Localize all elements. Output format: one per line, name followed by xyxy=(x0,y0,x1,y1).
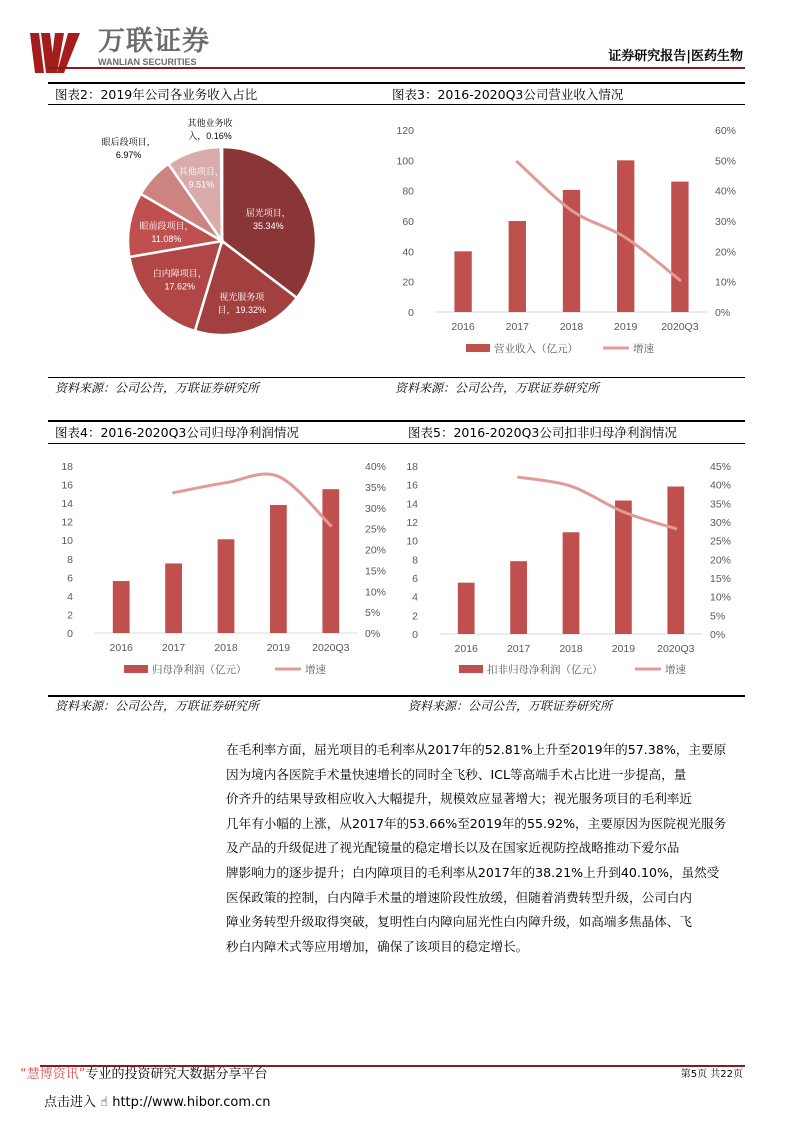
y-tick-label: 10 xyxy=(61,535,73,548)
x-tick-label: 2018 xyxy=(559,321,584,333)
hand-pointer-icon: ☝ xyxy=(100,1095,109,1110)
y-tick-label: 60 xyxy=(402,216,414,228)
body-line: 在毛利率方面，屈光项目的毛利率从2017年的52.81%上升至2019年的57.38%，主要原 xyxy=(226,742,727,757)
x-tick-label: 2020Q3 xyxy=(661,321,699,333)
y2-tick-label: 20% xyxy=(365,544,387,557)
bar xyxy=(113,581,130,633)
fig2-source: 资料来源：公司公告，万联证券研究所 xyxy=(55,381,260,395)
y2-tick-label: 50% xyxy=(715,155,737,168)
y-tick-label: 8 xyxy=(412,554,418,567)
pie-label: 其他项目， xyxy=(178,166,224,177)
y2-tick-label: 30% xyxy=(365,502,387,515)
x-tick-label: 2019 xyxy=(614,321,638,333)
y2-tick-label: 40% xyxy=(710,479,732,492)
y-tick-label: 0 xyxy=(408,307,414,319)
pie-value-label: 11.08% xyxy=(151,234,182,245)
y-tick-label: 4 xyxy=(412,591,418,604)
fig-row1-top-rule xyxy=(48,82,745,84)
y-tick-label: 20 xyxy=(402,276,414,289)
footer-brand: “慧博资讯” xyxy=(20,1067,86,1082)
legend-bar-label: 归母净利润（亿元） xyxy=(152,664,247,676)
y2-tick-label: 45% xyxy=(710,461,732,473)
y2-tick-label: 0% xyxy=(710,629,726,641)
fig-row2-title-rule xyxy=(48,443,745,444)
bar xyxy=(510,561,527,634)
bar xyxy=(615,501,632,634)
y-tick-label: 4 xyxy=(67,590,73,603)
pie-label: 视光服务项 xyxy=(219,291,265,302)
y-tick-label: 18 xyxy=(406,461,418,473)
pie-value-label: 入，0.16% xyxy=(188,131,232,141)
bar xyxy=(667,487,684,634)
y-tick-label: 18 xyxy=(61,461,73,473)
y2-tick-label: 35% xyxy=(710,498,732,511)
y2-tick-label: 30% xyxy=(715,216,737,228)
y2-tick-label: 15% xyxy=(710,573,732,585)
fig-row2-bottom-rule xyxy=(48,695,745,697)
legend-bar-label: 扣非归母净利润（亿元） xyxy=(487,664,603,676)
legend-bar-label: 营业收入（亿元） xyxy=(494,343,578,355)
legend-bar-swatch xyxy=(459,665,483,673)
pie-value-label: 17.62% xyxy=(164,281,196,292)
y-tick-label: 120 xyxy=(396,125,414,137)
bar xyxy=(218,539,235,633)
legend-bar-swatch xyxy=(124,665,148,673)
bar xyxy=(165,563,182,633)
body-line: 因为境内各医院手术量快速增长的同时全飞秒、ICL等高端手术占比进一步提高，量 xyxy=(226,766,687,782)
footer-url-link[interactable]: http://www.hibor.com.cn xyxy=(112,1095,271,1110)
x-tick-label: 2018 xyxy=(559,643,583,655)
x-tick-label: 2017 xyxy=(505,321,529,333)
y2-tick-label: 40% xyxy=(365,461,387,473)
body-line: 秒白内障术式等应用增加，确保了该项目的稳定增长。 xyxy=(226,938,529,954)
fig-row1-bottom-rule xyxy=(48,377,745,378)
y2-tick-label: 20% xyxy=(710,554,732,567)
body-line: 障业务转型升级取得突破，复明性白内障向屈光性白内障升级，如高端多焦晶体、飞 xyxy=(226,914,692,930)
fig4-source: 资料来源：公司公告，万联证券研究所 xyxy=(55,699,260,713)
y-tick-label: 40 xyxy=(402,246,414,259)
x-tick-label: 2020Q3 xyxy=(312,642,350,654)
y-tick-label: 12 xyxy=(61,516,73,529)
footer-click-label: 点击进入 xyxy=(44,1095,97,1110)
body-line: 医保政策的控制，白内障手术量的增速阶段性放缓，但随着消费转型升级，公司白内 xyxy=(226,889,692,905)
x-tick-label: 2016 xyxy=(109,642,133,654)
pie-label: 白内障项目， xyxy=(152,268,207,279)
y-tick-label: 16 xyxy=(61,479,73,492)
footer-link-row[interactable] xyxy=(44,1095,271,1111)
bar xyxy=(458,583,475,634)
legend-line-label: 增速 xyxy=(665,664,686,676)
bar xyxy=(563,190,580,312)
y-tick-label: 6 xyxy=(67,572,73,585)
x-tick-label: 2018 xyxy=(214,642,238,654)
y-tick-label: 10 xyxy=(406,535,418,548)
bar xyxy=(671,182,688,312)
y-tick-label: 14 xyxy=(406,498,418,511)
growth-line xyxy=(519,477,676,529)
footer-slogan: 专业的投资研究大数据分享平台 xyxy=(85,1067,268,1082)
fig5-title: 图表5：2016-2020Q3公司扣非归母净利润情况 xyxy=(408,425,677,440)
pie-label: 屈光项目， xyxy=(245,208,291,219)
y-tick-label: 0 xyxy=(412,629,418,641)
fig5-combo-chart xyxy=(395,450,745,690)
header-divider xyxy=(48,67,745,69)
y2-tick-label: 10% xyxy=(715,276,737,289)
y2-tick-label: 0% xyxy=(715,307,731,319)
x-tick-label: 2020Q3 xyxy=(657,643,695,655)
logo-chinese-name: 万联证券 xyxy=(98,26,210,57)
fig-row2-top-rule xyxy=(48,420,745,422)
footer-platform xyxy=(20,1067,268,1083)
pie-value-label: 35.34% xyxy=(253,221,284,232)
y-tick-label: 16 xyxy=(406,479,418,492)
y-tick-label: 6 xyxy=(412,573,418,585)
y-tick-label: 0 xyxy=(67,628,73,640)
y2-tick-label: 15% xyxy=(365,565,387,578)
y2-tick-label: 20% xyxy=(715,246,737,259)
y-tick-label: 80 xyxy=(402,185,414,198)
y2-tick-label: 40% xyxy=(715,185,737,198)
growth-line xyxy=(174,474,331,526)
legend-line-label: 增速 xyxy=(633,343,654,355)
bar xyxy=(509,221,526,312)
pie-value-label: 6.97% xyxy=(115,150,142,161)
x-tick-label: 2016 xyxy=(451,321,475,333)
body-line: 牌影响力的逐步提升；白内障项目的毛利率从2017年的38.21%上升到40.10%，虽然受 xyxy=(226,864,720,880)
fig4-combo-chart xyxy=(50,450,395,690)
bar xyxy=(270,505,287,633)
growth-line xyxy=(517,162,680,280)
body-paragraph xyxy=(226,738,746,959)
bar xyxy=(454,251,471,312)
fig4-title: 图表4：2016-2020Q3公司归母净利润情况 xyxy=(55,425,299,440)
fig5-source: 资料来源：公司公告，万联证券研究所 xyxy=(408,699,613,713)
y2-tick-label: 10% xyxy=(710,591,732,604)
x-tick-label: 2017 xyxy=(161,642,186,654)
fig-row1-title-rule xyxy=(48,104,745,105)
bar xyxy=(563,532,580,634)
bar xyxy=(322,489,339,633)
y2-tick-label: 25% xyxy=(365,523,387,536)
y-tick-label: 2 xyxy=(412,610,418,623)
fig3-combo-chart xyxy=(380,110,750,365)
y-tick-label: 12 xyxy=(406,517,418,529)
y2-tick-label: 5% xyxy=(710,610,726,623)
x-tick-label: 2019 xyxy=(611,643,636,655)
y-tick-label: 2 xyxy=(67,609,73,622)
body-line: 及产品的升级促进了视光配镜量的稳定增长以及在国家近视防控战略推动下爱尔品 xyxy=(226,840,680,856)
y2-tick-label: 0% xyxy=(365,628,381,640)
y2-tick-label: 10% xyxy=(365,586,387,599)
fig3-title: 图表3：2016-2020Q3公司营业收入情况 xyxy=(392,87,624,102)
pie-value-label: 目，19.32% xyxy=(217,304,267,315)
legend-line-label: 增速 xyxy=(305,664,326,676)
x-tick-label: 2016 xyxy=(454,643,478,655)
report-category: 证券研究报告|医药生物 xyxy=(608,49,743,64)
y2-tick-label: 5% xyxy=(365,607,381,620)
logo-english-name: WANLIAN SECURITIES xyxy=(98,57,197,67)
fig2-pie-chart xyxy=(50,110,350,350)
pie-label: 眼前段项目， xyxy=(139,221,194,232)
y2-tick-label: 60% xyxy=(715,125,737,137)
y2-tick-label: 25% xyxy=(710,535,732,548)
pie-value-label: 9.51% xyxy=(188,179,215,190)
fig2-title: 图表2：2019年公司各业务收入占比 xyxy=(55,87,258,102)
pie-label: 眼后段项目， xyxy=(101,137,156,148)
y-tick-label: 14 xyxy=(61,498,73,511)
page-number: 第5页 共22页 xyxy=(680,1069,743,1080)
pie-label: 其他业务收 xyxy=(187,118,233,128)
pie-slice xyxy=(221,147,222,241)
y-tick-label: 8 xyxy=(67,553,73,566)
x-tick-label: 2017 xyxy=(506,643,531,655)
legend-bar-swatch xyxy=(466,344,490,352)
x-tick-label: 2019 xyxy=(266,642,291,654)
body-line: 几年有小幅的上涨，从2017年的53.66%至2019年的55.92%，主要原因为医院视光服务 xyxy=(226,815,727,831)
body-line: 价齐升的结果导致相应收入大幅提升，规模效应显著增大；视光服务项目的毛利率近 xyxy=(226,791,692,807)
y2-tick-label: 30% xyxy=(710,517,732,529)
fig3-source: 资料来源：公司公告，万联证券研究所 xyxy=(395,381,600,395)
y2-tick-label: 35% xyxy=(365,481,387,494)
y-tick-label: 100 xyxy=(396,155,414,168)
